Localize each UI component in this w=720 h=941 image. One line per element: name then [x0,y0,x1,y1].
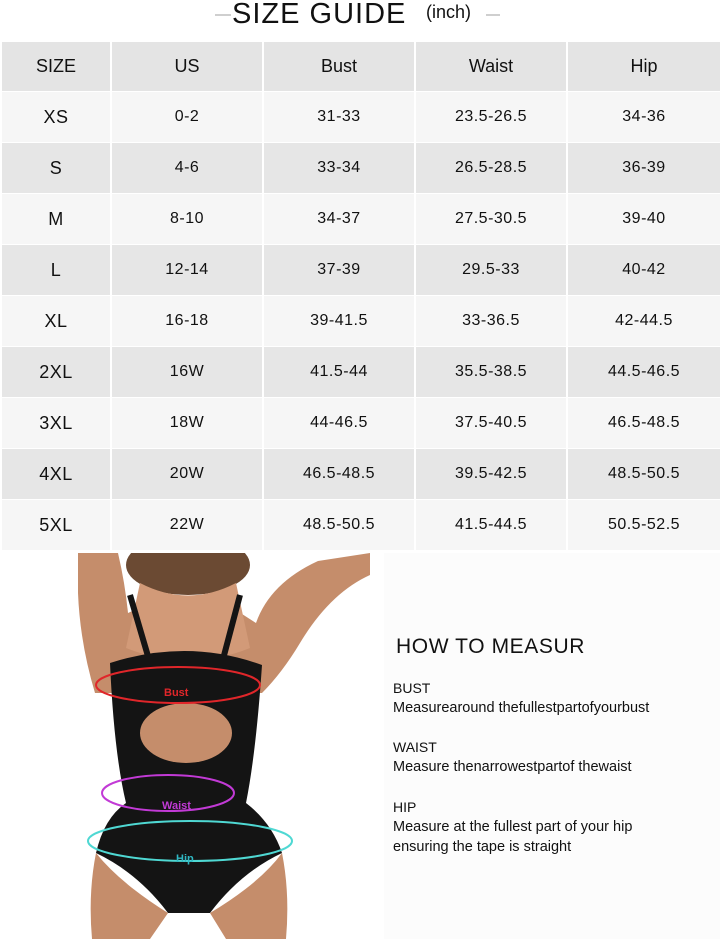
table-row [2,449,720,499]
hip-cell: 34-36 [568,92,720,142]
size-chart-table [0,41,720,551]
model-figure-panel [0,553,372,939]
column-header-waist: Waist [416,42,566,91]
hip-cell: 39-40 [568,194,720,244]
size-guide-header [0,0,720,34]
hip-cell: 42-44.5 [568,296,720,346]
hip-guide-text: ensuring the tape is straight [393,839,572,855]
unit-label: (inch) [426,2,472,22]
table-row [2,398,720,448]
bust-cell: 31-33 [264,92,414,142]
size-cell: 3XL [2,398,110,448]
hip-cell: 50.5-52.5 [568,500,720,550]
size-cell: 4XL [2,449,110,499]
waist-cell: 29.5-33 [416,245,566,295]
bust-guide-text: Measurearound thefullestpartofyourbust [393,700,650,716]
bust-cell: 39-41.5 [264,296,414,346]
bust-cell: 44-46.5 [264,398,414,448]
waist-cell: 27.5-30.5 [416,194,566,244]
size-cell: XS [2,92,110,142]
waist-ring-label: Waist [162,800,191,812]
size-cell: 5XL [2,500,110,550]
size-cell: L [2,245,110,295]
waist-guide-text: Measure thenarrowestpartof thewaist [393,759,632,775]
us-cell: 0-2 [112,92,262,142]
us-cell: 8-10 [112,194,262,244]
column-header-us: US [112,42,262,91]
us-cell: 22W [112,500,262,550]
hip-guide-label: HIP [393,799,417,815]
hip-cell: 40-42 [568,245,720,295]
swimsuit-model-illustration [0,553,372,939]
us-cell: 16W [112,347,262,397]
table-row [2,347,720,397]
table-row [2,296,720,346]
waist-cell: 39.5-42.5 [416,449,566,499]
waist-cell: 26.5-28.5 [416,143,566,193]
us-cell: 12-14 [112,245,262,295]
bust-cell: 33-34 [264,143,414,193]
bust-cell: 37-39 [264,245,414,295]
size-cell: S [2,143,110,193]
page-title: SIZE GUIDE [232,0,407,30]
hip-cell: 44.5-46.5 [568,347,720,397]
size-cell: 2XL [2,347,110,397]
us-cell: 4-6 [112,143,262,193]
table-row [2,92,720,142]
us-cell: 20W [112,449,262,499]
size-cell: XL [2,296,110,346]
hip-guide-text: Measure at the fullest part of your hip [393,819,633,835]
hip-cell: 48.5-50.5 [568,449,720,499]
hip-cell: 46.5-48.5 [568,398,720,448]
title-decoration-line [486,14,500,16]
bust-cell: 34-37 [264,194,414,244]
how-to-measure-heading: HOW TO MEASUR [396,635,586,658]
waist-cell: 37.5-40.5 [416,398,566,448]
waist-guide-label: WAIST [393,739,437,755]
hip-cell: 36-39 [568,143,720,193]
bust-cell: 46.5-48.5 [264,449,414,499]
waist-cell: 41.5-44.5 [416,500,566,550]
table-header-row [2,42,720,91]
bust-ring-label: Bust [164,687,189,699]
hip-ring-label: Hip [176,853,194,865]
waist-cell: 33-36.5 [416,296,566,346]
bust-guide-label: BUST [393,680,431,696]
table-row [2,143,720,193]
column-header-hip: Hip [568,42,720,91]
table-row [2,194,720,244]
us-cell: 16-18 [112,296,262,346]
swimsuit-cutout [140,703,232,763]
column-header-size: SIZE [2,42,110,91]
bust-cell: 41.5-44 [264,347,414,397]
title-decoration-line [215,14,231,16]
size-cell: M [2,194,110,244]
swimsuit-body [96,651,282,913]
measuring-guide-panel [384,553,720,939]
bust-cell: 48.5-50.5 [264,500,414,550]
waist-cell: 23.5-26.5 [416,92,566,142]
waist-cell: 35.5-38.5 [416,347,566,397]
table-row [2,500,720,550]
us-cell: 18W [112,398,262,448]
table-row [2,245,720,295]
column-header-bust: Bust [264,42,414,91]
